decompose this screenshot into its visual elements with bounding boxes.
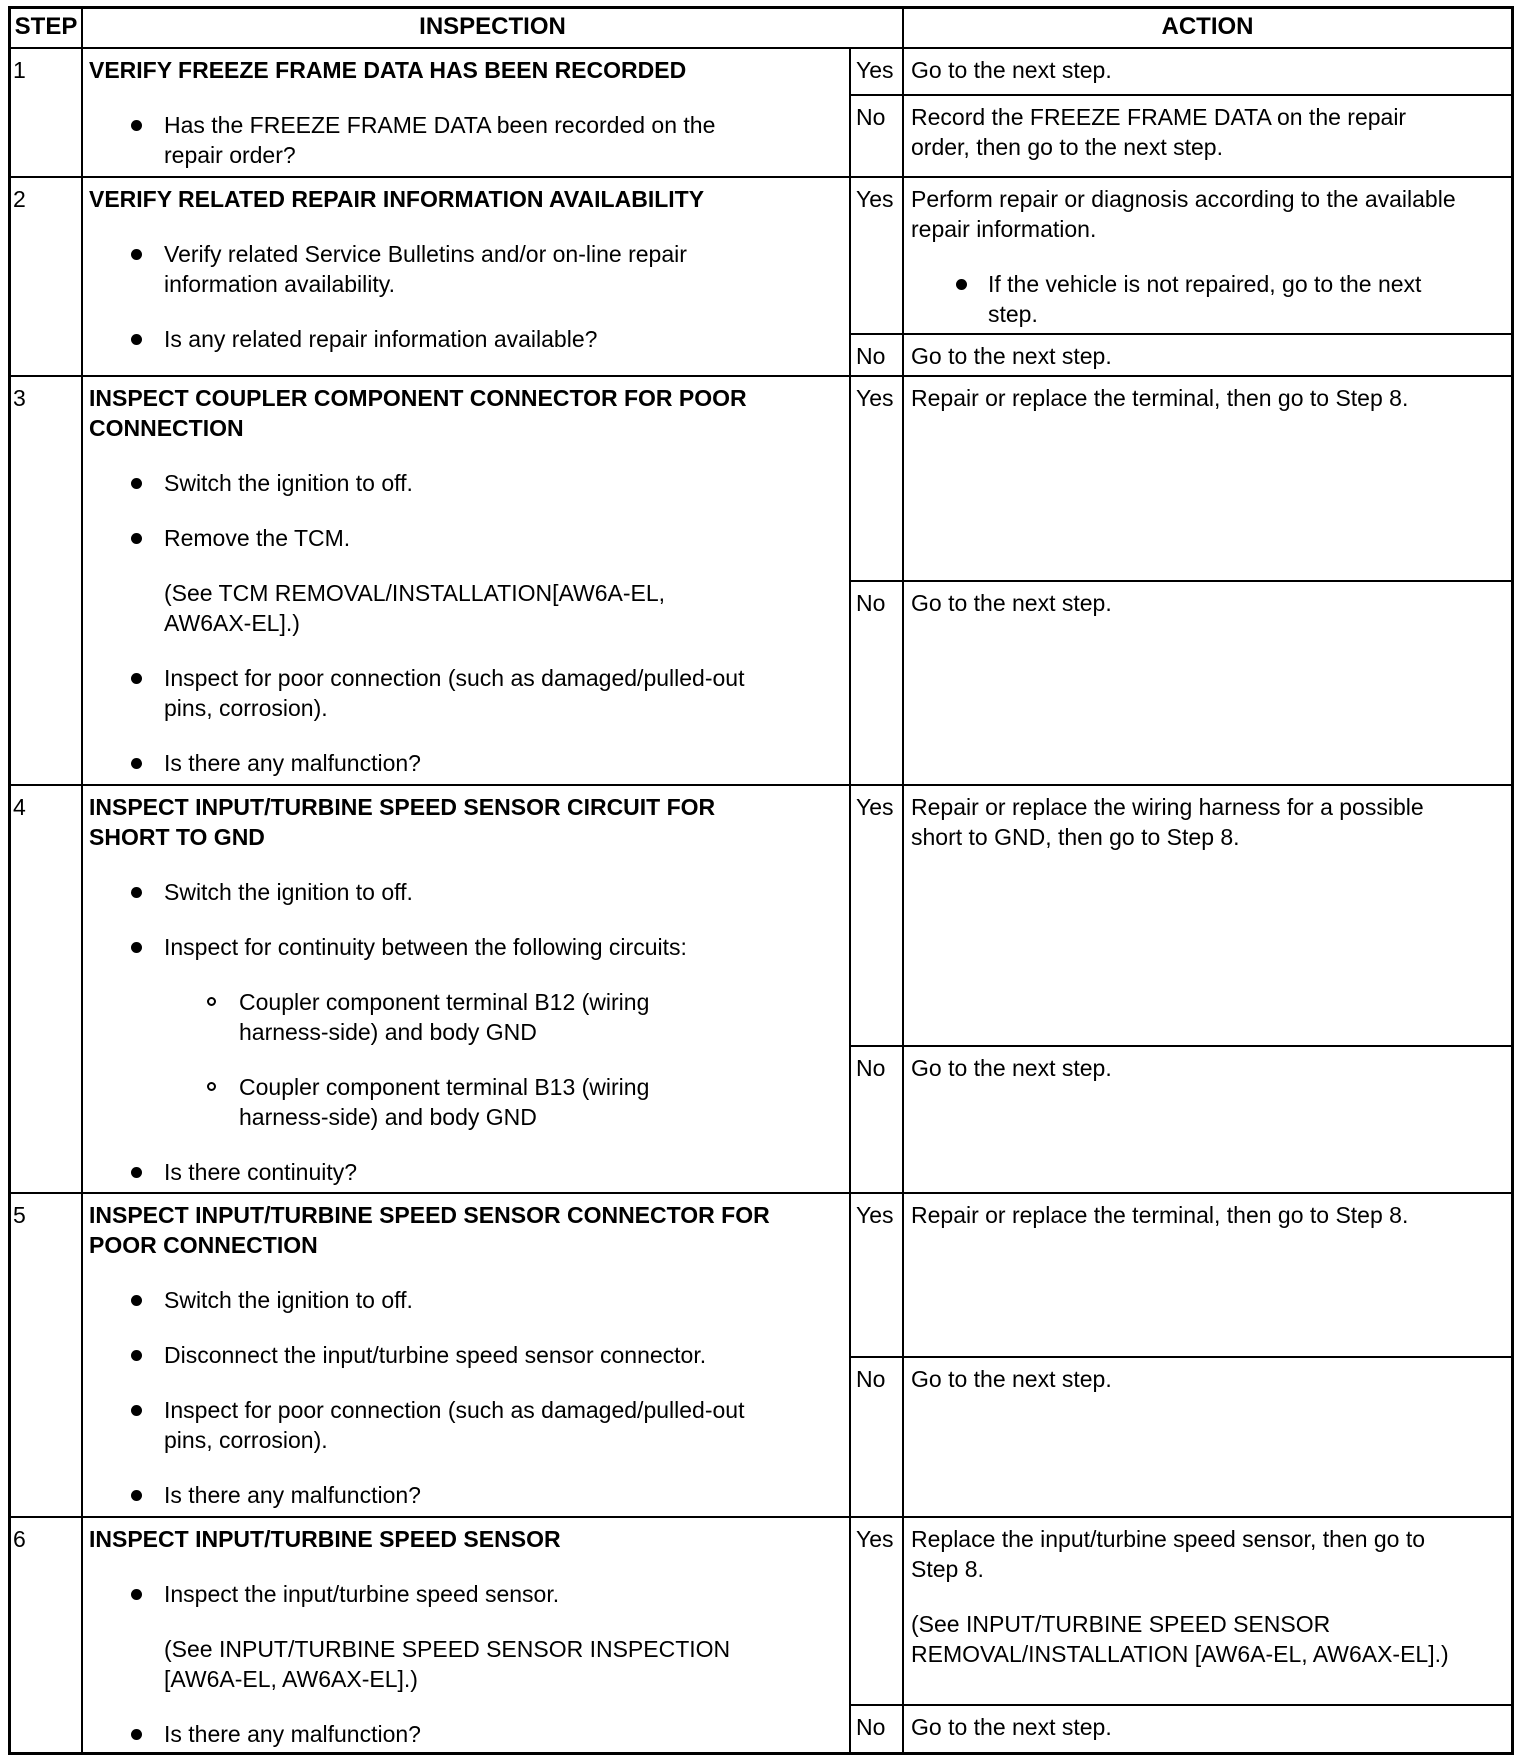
no-action: Go to the next step.: [911, 1366, 1112, 1392]
yes-action: Perform repair or diagnosis according to the available: [911, 186, 1456, 212]
inspection-item: Is there any malfunction?: [164, 750, 421, 776]
bullet-icon: [131, 1350, 142, 1361]
inspection-item: Inspect the input/turbine speed sensor.: [164, 1581, 560, 1607]
bullet-icon: [131, 533, 142, 544]
header-step: STEP: [14, 13, 78, 40]
no-label: No: [856, 590, 886, 616]
inspection-note: (See INPUT/TURBINE SPEED SENSOR INSPECTION: [164, 1636, 731, 1662]
step-number: 5: [13, 1202, 26, 1228]
bullet-icon: [956, 279, 967, 290]
yes-label: Yes: [856, 385, 894, 411]
inspection-item: Is there continuity?: [164, 1159, 358, 1185]
step-title: VERIFY FREEZE FRAME DATA HAS BEEN RECORDED: [89, 57, 687, 83]
yes-action: Repair or replace the terminal, then go to Step 8.: [911, 385, 1409, 411]
col-divider-step: [81, 6, 83, 1755]
header-inspection: INSPECTION: [419, 13, 566, 40]
inspection-subitem: Coupler component terminal B12 (wiring: [239, 989, 650, 1015]
bullet-icon: [131, 1405, 142, 1416]
yes-action: Repair or replace the wiring harness for a possible: [911, 794, 1424, 820]
row-divider-4: [8, 1192, 1514, 1194]
step-title: SHORT TO GND: [89, 824, 265, 850]
row-divider-2: [8, 375, 1514, 377]
inspection-note: [AW6A-EL, AW6AX-EL].): [164, 1666, 418, 1692]
inspection-item: pins, corrosion).: [164, 695, 328, 721]
yes-action: Step 8.: [911, 1556, 984, 1582]
bullet-icon: [131, 1589, 142, 1600]
yes-label: Yes: [856, 794, 894, 820]
step-number: 4: [13, 794, 26, 820]
step-title: POOR CONNECTION: [89, 1232, 318, 1258]
step-title: VERIFY RELATED REPAIR INFORMATION AVAILABILITY: [89, 186, 705, 212]
yes-action: short to GND, then go to Step 8.: [911, 824, 1240, 850]
inspection-note: AW6AX-EL].): [164, 610, 300, 636]
yes-action: repair information.: [911, 216, 1097, 242]
inspection-item: Switch the ignition to off.: [164, 470, 413, 496]
col-divider-yesno: [902, 6, 904, 1755]
step-title: INSPECT INPUT/TURBINE SPEED SENSOR: [89, 1526, 561, 1552]
bullet-icon: [131, 120, 142, 131]
step-title: INSPECT INPUT/TURBINE SPEED SENSOR CONNECTOR FOR: [89, 1202, 770, 1228]
table-border-left: [8, 6, 11, 1755]
table-border-bottom: [8, 1752, 1514, 1755]
yes-no-split-5: [850, 1356, 1514, 1358]
bullet-icon: [131, 1295, 142, 1306]
row-divider-3: [8, 784, 1514, 786]
yes-action: Replace the input/turbine speed sensor, then go to: [911, 1526, 1426, 1552]
col-divider-inspection: [849, 48, 851, 1755]
yes-label: Yes: [856, 1202, 894, 1228]
bullet-icon: [131, 887, 142, 898]
inspection-item: Has the FREEZE FRAME DATA been recorded on the: [164, 112, 716, 138]
bullet-icon: [131, 334, 142, 345]
inspection-item: Inspect for poor connection (such as damaged/pulled-out: [164, 665, 745, 691]
yes-label: Yes: [856, 57, 894, 83]
yes-action-note: (See INPUT/TURBINE SPEED SENSOR: [911, 1611, 1331, 1637]
no-label: No: [856, 1366, 886, 1392]
row-divider-1: [8, 176, 1514, 178]
row-divider-5: [8, 1516, 1514, 1518]
inspection-item: repair order?: [164, 142, 296, 168]
no-label: No: [856, 104, 886, 130]
inspection-item: Switch the ignition to off.: [164, 1287, 413, 1313]
inspection-item: Remove the TCM.: [164, 525, 351, 551]
no-action: Go to the next step.: [911, 343, 1112, 369]
no-action: Go to the next step.: [911, 1055, 1112, 1081]
inspection-item: Disconnect the input/turbine speed sensor connector.: [164, 1342, 707, 1368]
yes-label: Yes: [856, 1526, 894, 1552]
bullet-icon: [131, 1490, 142, 1501]
step-number: 2: [13, 186, 26, 212]
no-action: Go to the next step.: [911, 590, 1112, 616]
inspection-item: Inspect for continuity between the following circuits:: [164, 934, 687, 960]
header-row-divider: [8, 47, 1514, 49]
yes-no-split-4: [850, 1045, 1514, 1047]
yes-action: Repair or replace the terminal, then go to Step 8.: [911, 1202, 1409, 1228]
bullet-icon: [131, 673, 142, 684]
inspection-item: Is there any malfunction?: [164, 1482, 421, 1508]
no-action: Record the FREEZE FRAME DATA on the repair: [911, 104, 1407, 130]
header-action: ACTION: [1161, 13, 1254, 40]
circle-bullet-icon: [207, 1082, 216, 1091]
yes-label: Yes: [856, 186, 894, 212]
table-border-right: [1511, 6, 1514, 1755]
no-label: No: [856, 343, 886, 369]
no-label: No: [856, 1055, 886, 1081]
inspection-subitem: harness-side) and body GND: [239, 1019, 537, 1045]
yes-no-split-1: [850, 94, 1514, 96]
no-action: order, then go to the next step.: [911, 134, 1223, 160]
step-number: 1: [13, 57, 26, 83]
inspection-item: Is there any malfunction?: [164, 1721, 421, 1747]
inspection-item: information availability.: [164, 271, 395, 297]
inspection-item: Inspect for poor connection (such as damaged/pulled-out: [164, 1397, 745, 1423]
step-number: 6: [13, 1526, 26, 1552]
inspection-item: pins, corrosion).: [164, 1427, 328, 1453]
step-number: 3: [13, 385, 26, 411]
bullet-icon: [131, 1167, 142, 1178]
bullet-icon: [131, 758, 142, 769]
yes-no-split-6: [850, 1704, 1514, 1706]
inspection-item: Verify related Service Bulletins and/or on-line repair: [164, 241, 687, 267]
yes-action-sub: If the vehicle is not repaired, go to the next: [988, 271, 1422, 297]
table-border-top: [8, 6, 1514, 9]
bullet-icon: [131, 249, 142, 260]
no-label: No: [856, 1714, 886, 1740]
inspection-subitem: Coupler component terminal B13 (wiring: [239, 1074, 650, 1100]
no-action: Go to the next step.: [911, 1714, 1112, 1740]
inspection-subitem: harness-side) and body GND: [239, 1104, 537, 1130]
step-title: INSPECT COUPLER COMPONENT CONNECTOR FOR POOR: [89, 385, 747, 411]
bullet-icon: [131, 942, 142, 953]
inspection-item: Is any related repair information available?: [164, 326, 598, 352]
inspection-note: (See TCM REMOVAL/INSTALLATION[AW6A-EL,: [164, 580, 666, 606]
yes-action-sub: step.: [988, 301, 1038, 327]
circle-bullet-icon: [207, 997, 216, 1006]
yes-action-note: REMOVAL/INSTALLATION [AW6A-EL, AW6AX-EL].): [911, 1641, 1449, 1667]
yes-no-split-2: [850, 333, 1514, 335]
yes-action: Go to the next step.: [911, 57, 1112, 83]
bullet-icon: [131, 1729, 142, 1740]
bullet-icon: [131, 478, 142, 489]
step-title: INSPECT INPUT/TURBINE SPEED SENSOR CIRCUIT FOR: [89, 794, 716, 820]
step-title: CONNECTION: [89, 415, 244, 441]
yes-no-split-3: [850, 580, 1514, 582]
inspection-item: Switch the ignition to off.: [164, 879, 413, 905]
